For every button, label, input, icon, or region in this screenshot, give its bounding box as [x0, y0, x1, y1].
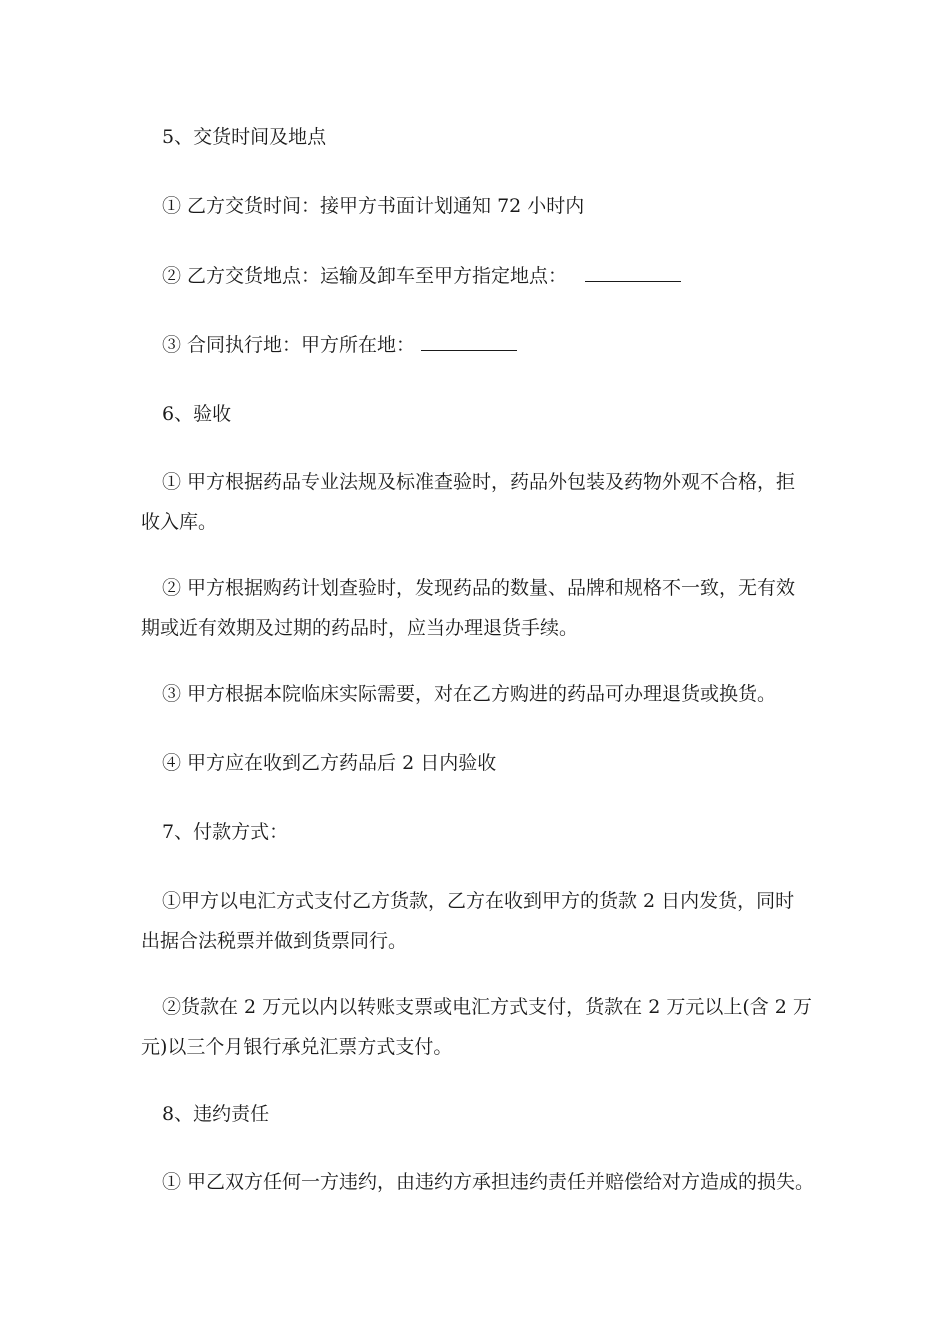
section-6-item-1-line-1: ① 甲方根据药品专业法规及标准查验时，药品外包装及药物外观不合格，拒 [162, 471, 796, 493]
delivery-location-blank [585, 264, 681, 282]
section-8-item-1: ① 甲乙双方任何一方违约，由违约方承担违约责任并赔偿给对方造成的损失。 [162, 1171, 815, 1193]
section-7-item-2-line-1: ②货款在 2 万元以内以转账支票或电汇方式支付，货款在 2 万元以上(含 2 万 [162, 996, 812, 1018]
section-7-item-1-line-1: ①甲方以电汇方式支付乙方货款，乙方在收到甲方的货款 2 日内发货，同时 [162, 890, 795, 912]
section-5-heading: 5、交货时间及地点 [162, 126, 327, 148]
section-5-item-2 [162, 264, 681, 288]
section-5-item-2-text: ② 乙方交货地点：运输及卸车至甲方指定地点： [162, 265, 568, 287]
section-6-item-2-line-2: 期或近有效期及过期的药品时，应当办理退货手续。 [141, 617, 579, 639]
section-5-item-1: ① 乙方交货时间：接甲方书面计划通知 72 小时内 [162, 195, 585, 217]
section-8-heading: 8、违约责任 [162, 1103, 270, 1125]
contract-location-blank [421, 333, 517, 351]
section-5-item-3-text: ③ 合同执行地：甲方所在地： [162, 334, 416, 356]
section-7-item-1-line-2: 出据合法税票并做到货票同行。 [141, 930, 408, 952]
section-6-item-1-line-2: 收入库。 [141, 511, 218, 533]
section-7-item-2-line-2: 元)以三个月银行承兑汇票方式支付。 [141, 1036, 453, 1058]
section-6-item-4: ④ 甲方应在收到乙方药品后 2 日内验收 [162, 752, 497, 774]
section-7-heading: 7、付款方式： [162, 821, 289, 843]
section-6-item-3: ③ 甲方根据本院临床实际需要，对在乙方购进的药品可办理退货或换货。 [162, 683, 777, 705]
section-5-item-3 [162, 333, 517, 357]
section-6-heading: 6、验收 [162, 403, 232, 425]
section-6-item-2-line-1: ② 甲方根据购药计划查验时，发现药品的数量、品牌和规格不一致，无有效 [162, 577, 796, 599]
